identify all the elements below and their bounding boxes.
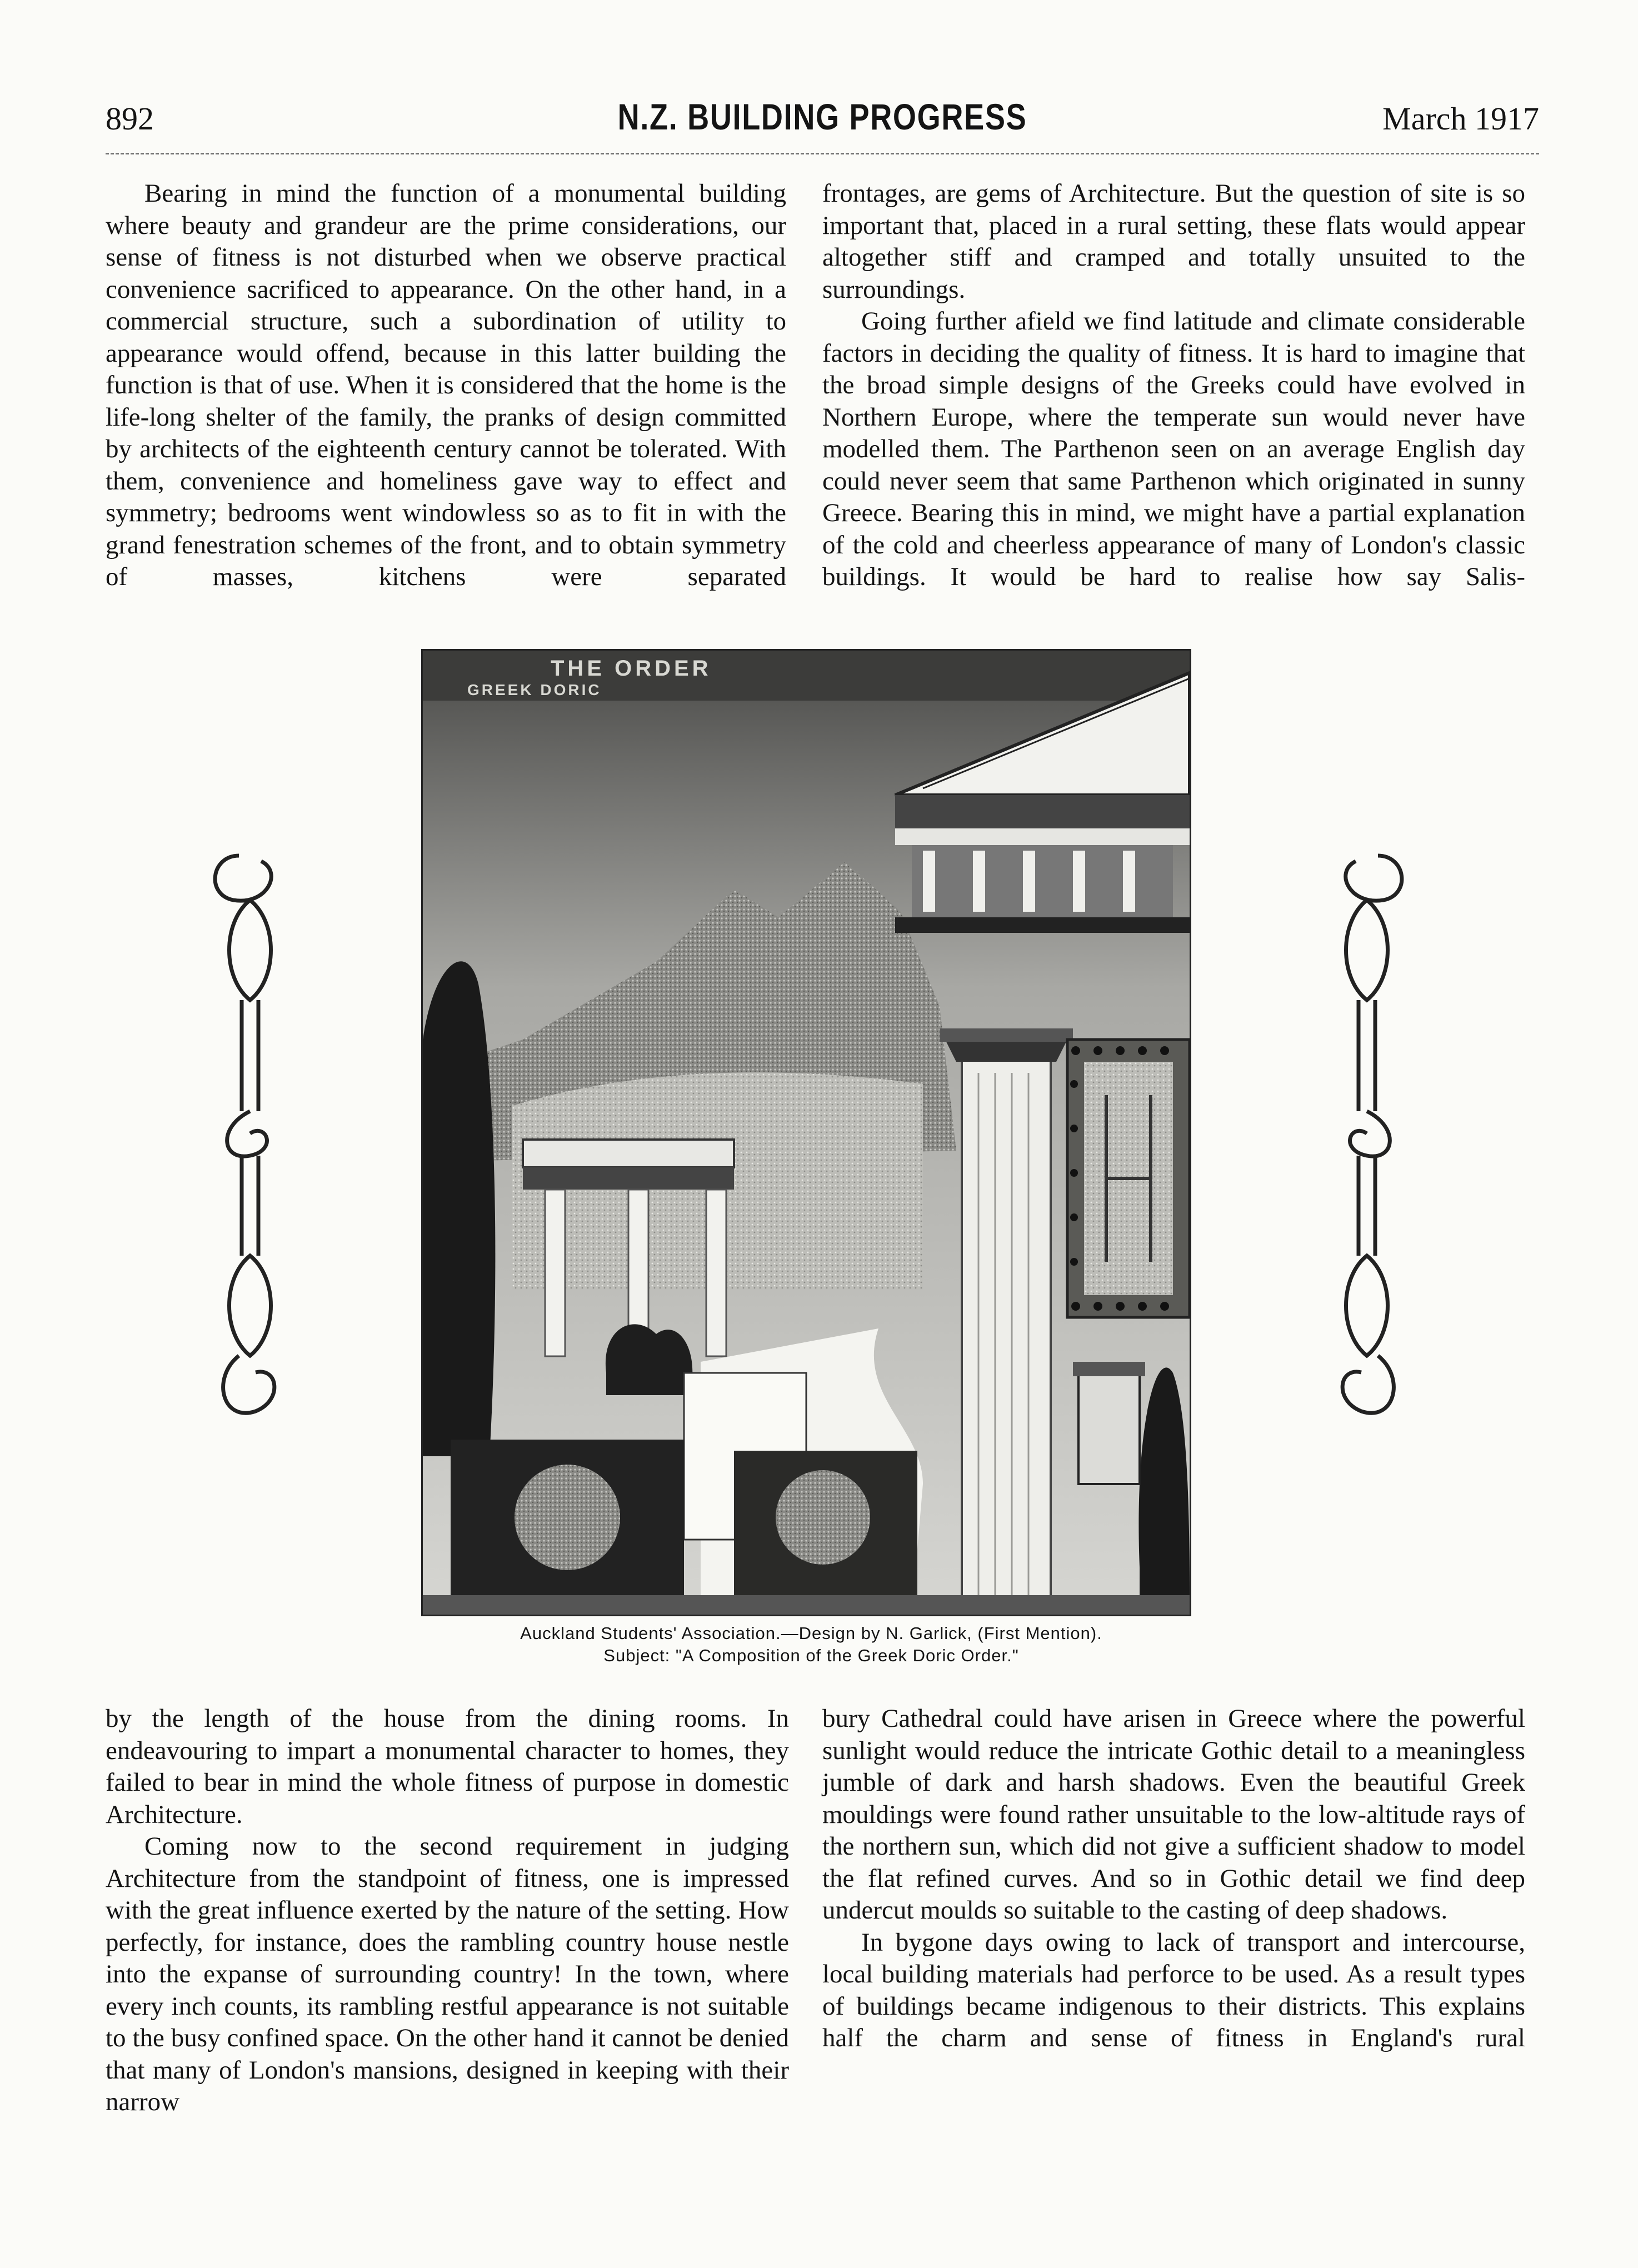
column-bottom-left <box>106 1703 789 2119</box>
cypress-tree <box>423 961 495 1456</box>
paragraph: Coming now to the second requirement in judging Architecture from the standpoint of fitness, one is impressed with the great influence exerted by the nature of the setting. How perfectly, for instance, does the rambling country house nestle into the expanse of surrounding country! In the town, where every inch counts, its rambling restful appearance is not suitable to the busy confined space. On the other hand it cannot be denied that many of London's mansions, designed in keeping with their narrow <box>106 1832 789 2116</box>
paragraph: In bygone days owing to lack of transport and intercourse, local building materials had perforce to be used. As a result types of buildings became indigenous to their districts. This explains half the charm and sense of fitness in England's rural <box>822 1927 1525 2052</box>
doric-column <box>962 1051 1051 1606</box>
column-top-left <box>106 178 786 593</box>
paragraph: by the length of the house from the dining rooms. In endeavouring to impart a monumental character to homes, they failed to bear in mind the whole fitness of purpose in domestic Architecture. <box>106 1704 789 1829</box>
paragraph: frontages, are gems of Architecture. But the question of site is so important that, placed in a rural setting, these flats would appear altogether stiff and cramped and totally unsuited to the surroundings. <box>822 179 1525 304</box>
page-number: 892 <box>106 101 154 137</box>
inscription: THE ORDER <box>551 656 712 681</box>
header-rule <box>106 153 1539 154</box>
paragraph: Going further afield we find latitude and climate considerable factors in deciding the quality of fitness. It is hard to imagine that the broad simple designs of the Greeks could have evolved in Northern Europe, where the temperate sun would never have modelled them. The Parthenon seen on an average English day could never seem that same Parthenon which originated in sunny Greece. Bearing this in mind, we might have a partial explanation of the cold and cheerless appearance of many of London's classic buildings. It would be hard to realise how say Salis- <box>822 307 1525 591</box>
figure-caption <box>389 1622 1234 1667</box>
column-bottom-right <box>822 1703 1525 2055</box>
page-header <box>106 96 1539 161</box>
journal-title: N.Z. BUILDING PROGRESS <box>617 96 1027 137</box>
paragraph: bury Cathedral could have arisen in Greece where the powerful sunlight would reduce the intricate Gothic detail to a meaningless jumble of dark and harsh shadows. Even the beautiful Greek mouldings were found rather unsuitable to the low-altitude rays of the northern sun, which did not give a sufficient shadow to model the flat refined curves. And so in Gothic detail we find deep undercut moulds so suitable to the casting of deep shadows. <box>822 1704 1525 1925</box>
scroll-ornament-right <box>1317 833 1417 1445</box>
illustration-greek-doric-composition <box>421 649 1191 1616</box>
scroll-ornament-left <box>200 833 300 1445</box>
issue-date: March 1917 <box>1382 101 1539 137</box>
caption-line-2: Subject: "A Composition of the Greek Doric Order." <box>603 1646 1019 1665</box>
inscription-sub: GREEK DORIC <box>467 681 602 698</box>
small-temple <box>523 1140 734 1167</box>
column-top-right <box>822 178 1525 593</box>
caption-line-1: Auckland Students' Association.—Design by N. Garlick, (First Mention). <box>520 1623 1102 1643</box>
paragraph: Bearing in mind the function of a monumental building where beauty and grandeur are the prime considerations, our sense of fitness is not disturbed when we observe practical convenience sacrificed to appearance. On the other hand, in a commercial structure, such a subordination of utility to appearance would offend, because in this latter building the function is that of use. When it is considered that the home is the life-long shelter of the family, the pranks of design committed by architects of the eighteenth century cannot be tolerated. With them, convenience and homeliness gave way to effect and symmetry; bedrooms went windowless so as to fit in with the grand fenestration schemes of the front, and to obtain symmetry of masses, kitchens were separated <box>106 179 786 591</box>
